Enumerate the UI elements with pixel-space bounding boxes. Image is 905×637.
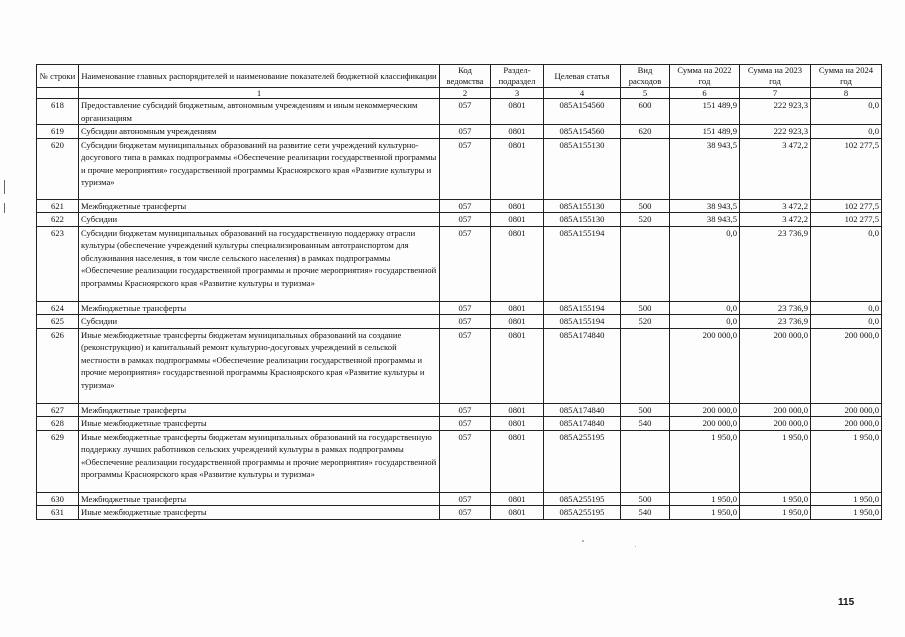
row-sum-2023: 23 736,9 xyxy=(740,226,811,301)
row-sum-2023: 222 923,3 xyxy=(740,125,811,139)
row-name: Межбюджетные трансферты xyxy=(79,301,440,315)
margin-mark xyxy=(4,203,5,213)
column-number-cell: 3 xyxy=(491,88,544,99)
header-target: Целевая статья xyxy=(544,65,621,88)
table-row xyxy=(37,430,882,492)
row-number: 622 xyxy=(37,213,79,227)
table-row xyxy=(37,213,882,227)
row-sum-2022: 1 950,0 xyxy=(670,506,740,520)
row-type: 500 xyxy=(621,301,670,315)
table-row xyxy=(37,417,882,431)
row-section: 0801 xyxy=(491,328,544,403)
row-type: 500 xyxy=(621,492,670,506)
row-number: 624 xyxy=(37,301,79,315)
row-code: 057 xyxy=(440,430,491,492)
table-row xyxy=(37,315,882,329)
row-code: 057 xyxy=(440,506,491,520)
table-row xyxy=(37,492,882,506)
row-target: 085А155130 xyxy=(544,213,621,227)
row-sum-2024: 102 277,5 xyxy=(811,199,882,213)
row-type xyxy=(621,138,670,199)
row-sum-2024: 1 950,0 xyxy=(811,492,882,506)
row-number: 626 xyxy=(37,328,79,403)
row-sum-2023: 200 000,0 xyxy=(740,403,811,417)
row-target: 085А155194 xyxy=(544,226,621,301)
row-sum-2023: 200 000,0 xyxy=(740,417,811,431)
row-sum-2023: 1 950,0 xyxy=(740,492,811,506)
row-code: 057 xyxy=(440,417,491,431)
table-row xyxy=(37,99,882,125)
row-type xyxy=(621,226,670,301)
row-sum-2022: 38 943,5 xyxy=(670,138,740,199)
row-target: 085А255195 xyxy=(544,506,621,520)
row-section: 0801 xyxy=(491,301,544,315)
row-code: 057 xyxy=(440,328,491,403)
row-number: 625 xyxy=(37,315,79,329)
row-code: 057 xyxy=(440,301,491,315)
row-code: 057 xyxy=(440,138,491,199)
row-target: 085А155194 xyxy=(544,301,621,315)
header-sum-2024: Сумма на 2024 год xyxy=(811,65,882,88)
row-section: 0801 xyxy=(491,492,544,506)
row-sum-2024: 1 950,0 xyxy=(811,506,882,520)
row-type: 540 xyxy=(621,506,670,520)
column-number-cell: 4 xyxy=(544,88,621,99)
row-target: 085А174840 xyxy=(544,403,621,417)
row-sum-2022: 200 000,0 xyxy=(670,403,740,417)
row-sum-2022: 1 950,0 xyxy=(670,430,740,492)
row-name: Предоставление субсидий бюджетным, автономным учреждениям и иным некоммерческим организациям xyxy=(79,99,440,125)
row-section: 0801 xyxy=(491,430,544,492)
row-name: Иные межбюджетные трансферты xyxy=(79,506,440,520)
row-code: 057 xyxy=(440,99,491,125)
row-number: 630 xyxy=(37,492,79,506)
row-sum-2022: 38 943,5 xyxy=(670,213,740,227)
row-target: 085А155130 xyxy=(544,138,621,199)
header-name: Наименование главных распорядителей и наименование показателей бюджетной классификации xyxy=(79,65,440,88)
row-sum-2023: 200 000,0 xyxy=(740,328,811,403)
row-code: 057 xyxy=(440,315,491,329)
row-sum-2024: 1 950,0 xyxy=(811,430,882,492)
table-row xyxy=(37,138,882,199)
row-sum-2022: 151 489,9 xyxy=(670,125,740,139)
row-sum-2022: 200 000,0 xyxy=(670,328,740,403)
column-number-cell: 6 xyxy=(670,88,740,99)
row-sum-2024: 102 277,5 xyxy=(811,213,882,227)
row-section: 0801 xyxy=(491,506,544,520)
column-number-cell: 1 xyxy=(79,88,440,99)
table-row xyxy=(37,301,882,315)
row-name: Субсидии xyxy=(79,213,440,227)
row-target: 085А154560 xyxy=(544,125,621,139)
row-target: 085А174840 xyxy=(544,328,621,403)
row-sum-2024: 102 277,5 xyxy=(811,138,882,199)
column-number-row xyxy=(37,88,882,99)
row-section: 0801 xyxy=(491,226,544,301)
row-type xyxy=(621,328,670,403)
row-type: 500 xyxy=(621,403,670,417)
table-row xyxy=(37,403,882,417)
row-code: 057 xyxy=(440,492,491,506)
row-section: 0801 xyxy=(491,138,544,199)
row-target: 085А255195 xyxy=(544,430,621,492)
row-target: 085А154560 xyxy=(544,99,621,125)
row-name: Межбюджетные трансферты xyxy=(79,199,440,213)
column-number-cell: 5 xyxy=(621,88,670,99)
row-sum-2024: 0,0 xyxy=(811,125,882,139)
row-code: 057 xyxy=(440,403,491,417)
row-name: Субсидии бюджетам муниципальных образований на развитие сети учреждений культурно-досугового типа в рамках подпрограммы «Обеспечение реализации государственной программы и прочие мероприятия» государственной программы Красноярского края «Развитие культуры и туризма» xyxy=(79,138,440,199)
header-code: Код ведомства xyxy=(440,65,491,88)
scan-speck xyxy=(635,546,636,547)
row-section: 0801 xyxy=(491,417,544,431)
row-number: 620 xyxy=(37,138,79,199)
margin-mark xyxy=(4,180,5,194)
row-number: 618 xyxy=(37,99,79,125)
row-sum-2022: 1 950,0 xyxy=(670,492,740,506)
scan-speck xyxy=(582,540,584,542)
row-code: 057 xyxy=(440,125,491,139)
row-sum-2024: 200 000,0 xyxy=(811,403,882,417)
row-sum-2024: 0,0 xyxy=(811,99,882,125)
column-number-cell xyxy=(37,88,79,99)
row-type: 520 xyxy=(621,213,670,227)
row-section: 0801 xyxy=(491,213,544,227)
row-sum-2024: 200 000,0 xyxy=(811,417,882,431)
row-type: 620 xyxy=(621,125,670,139)
row-section: 0801 xyxy=(491,125,544,139)
row-sum-2023: 23 736,9 xyxy=(740,301,811,315)
table-row xyxy=(37,506,882,520)
header-sum-2023: Сумма на 2023 год xyxy=(740,65,811,88)
column-number-cell: 2 xyxy=(440,88,491,99)
row-target: 085А255195 xyxy=(544,492,621,506)
row-name: Субсидии xyxy=(79,315,440,329)
row-sum-2023: 3 472,2 xyxy=(740,199,811,213)
row-section: 0801 xyxy=(491,315,544,329)
row-name: Межбюджетные трансферты xyxy=(79,403,440,417)
row-type: 600 xyxy=(621,99,670,125)
row-number: 623 xyxy=(37,226,79,301)
header-section: Раздел-подраздел xyxy=(491,65,544,88)
row-sum-2024: 200 000,0 xyxy=(811,328,882,403)
row-type xyxy=(621,430,670,492)
row-code: 057 xyxy=(440,213,491,227)
row-sum-2023: 23 736,9 xyxy=(740,315,811,329)
row-target: 085А155194 xyxy=(544,315,621,329)
row-sum-2023: 3 472,2 xyxy=(740,213,811,227)
row-type: 540 xyxy=(621,417,670,431)
table-row xyxy=(37,328,882,403)
row-sum-2022: 0,0 xyxy=(670,315,740,329)
header-type: Вид расходов xyxy=(621,65,670,88)
row-sum-2023: 1 950,0 xyxy=(740,506,811,520)
column-number-cell: 7 xyxy=(740,88,811,99)
row-sum-2024: 0,0 xyxy=(811,315,882,329)
row-name: Субсидии автономным учреждениям xyxy=(79,125,440,139)
row-name: Межбюджетные трансферты xyxy=(79,492,440,506)
header-sum-2022: Сумма на 2022 год xyxy=(670,65,740,88)
row-sum-2022: 200 000,0 xyxy=(670,417,740,431)
row-code: 057 xyxy=(440,199,491,213)
row-sum-2023: 222 923,3 xyxy=(740,99,811,125)
row-section: 0801 xyxy=(491,99,544,125)
row-sum-2024: 0,0 xyxy=(811,301,882,315)
row-sum-2022: 0,0 xyxy=(670,301,740,315)
page-number: 115 xyxy=(838,597,855,608)
row-name: Иные межбюджетные трансферты бюджетам муниципальных образований на государственную поддержку лучших работников сельских учреждений культуры в рамках подпрограммы «Обеспечение реализации государственной программы и прочие мероприятия» государственной программы Красноярского края «Развитие культуры и туризма» xyxy=(79,430,440,492)
table-row xyxy=(37,226,882,301)
row-section: 0801 xyxy=(491,403,544,417)
column-number-cell: 8 xyxy=(811,88,882,99)
row-target: 085А174840 xyxy=(544,417,621,431)
row-number: 621 xyxy=(37,199,79,213)
row-sum-2024: 0,0 xyxy=(811,226,882,301)
header-num: № строки xyxy=(37,65,79,88)
row-code: 057 xyxy=(440,226,491,301)
row-sum-2022: 0,0 xyxy=(670,226,740,301)
row-section: 0801 xyxy=(491,199,544,213)
table-row xyxy=(37,125,882,139)
row-type: 500 xyxy=(621,199,670,213)
row-number: 631 xyxy=(37,506,79,520)
budget-table xyxy=(36,64,882,520)
row-sum-2023: 1 950,0 xyxy=(740,430,811,492)
row-type: 520 xyxy=(621,315,670,329)
table-row xyxy=(37,199,882,213)
header-row xyxy=(37,65,882,88)
row-number: 629 xyxy=(37,430,79,492)
row-number: 627 xyxy=(37,403,79,417)
row-name: Иные межбюджетные трансферты бюджетам муниципальных образований на создание (реконструкцию) и капитальный ремонт культурно-досуговых учреждений в сельской местности в рамках подпрограммы «Обеспечение реализации государственной программы и прочие мероприятия» государственной программы Красноярского края «Развитие культуры и туризма» xyxy=(79,328,440,403)
row-sum-2023: 3 472,2 xyxy=(740,138,811,199)
row-target: 085А155130 xyxy=(544,199,621,213)
row-number: 619 xyxy=(37,125,79,139)
row-sum-2022: 38 943,5 xyxy=(670,199,740,213)
row-name: Иные межбюджетные трансферты xyxy=(79,417,440,431)
row-name: Субсидии бюджетам муниципальных образований на государственную поддержку отрасли культуры (обеспечение учреждений культуры специализированным автотранспортом для обслуживания населения, в том числе сельского населения) в рамках подпрограммы «Обеспечение реализации государственной программы и прочие мероприятия» государственной программы Красноярского края «Развитие культуры и туризма» xyxy=(79,226,440,301)
row-number: 628 xyxy=(37,417,79,431)
row-sum-2022: 151 489,9 xyxy=(670,99,740,125)
